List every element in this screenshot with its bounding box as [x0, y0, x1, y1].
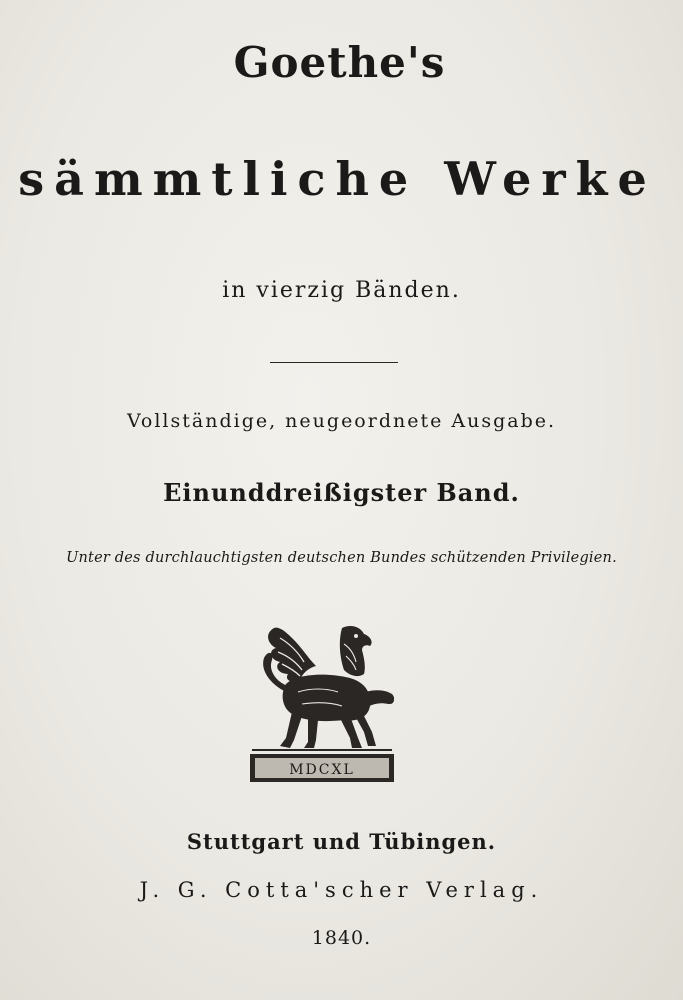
edition-line: Vollständige, neugeordnete Ausgabe. — [126, 410, 557, 432]
griffin-icon — [246, 614, 398, 790]
plinth-text: MDCXL — [289, 762, 355, 778]
volumes-line: in vierzig Bänden. — [222, 278, 461, 303]
place-line: Stuttgart und Tübingen. — [186, 829, 497, 854]
author-heading: Goethe's — [233, 38, 446, 87]
year-line: 1840. — [311, 927, 372, 949]
divider-rule — [270, 362, 398, 363]
privilege-line: Unter des durchlauchtigsten deutschen Bundes schützenden Privilegien. — [66, 550, 617, 566]
work-title: sämmtliche Werke — [18, 152, 657, 206]
publisher-line: J. G. Cotta'scher Verlag. — [139, 878, 544, 902]
volume-number: Einunddreißigster Band. — [163, 478, 520, 507]
